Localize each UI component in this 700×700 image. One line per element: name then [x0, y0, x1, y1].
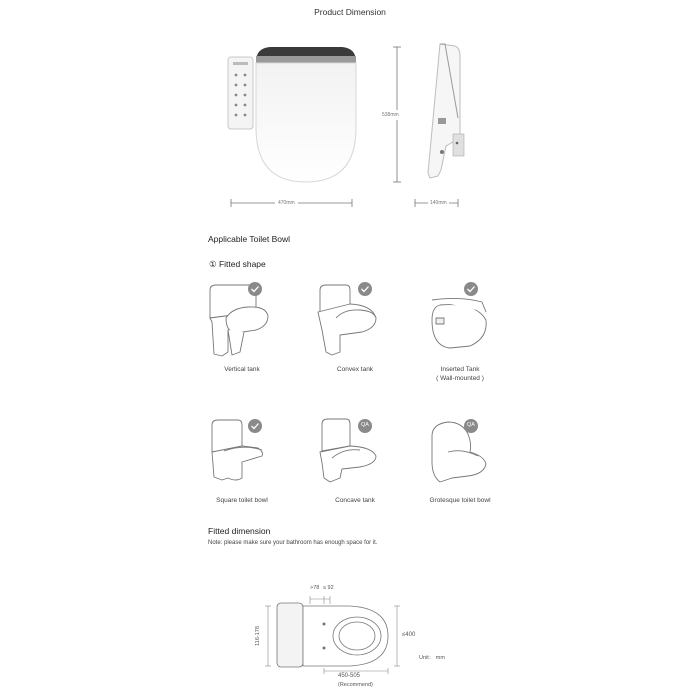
bottom-sub-label: (Recommend) — [338, 682, 373, 688]
top-label-b: ≤ 92 — [323, 585, 334, 591]
fitted-dimension-note: Note: please make sure your bathroom has enough space for it. — [208, 540, 378, 546]
applicable-title: Applicable Toilet Bowl — [208, 234, 291, 244]
qa-badge-label: QA — [361, 422, 369, 428]
right-label: ≤400 — [402, 632, 416, 638]
width-label: 470mm — [275, 200, 298, 206]
depth-label: 140mm — [430, 200, 447, 206]
height-label: 538mm — [382, 112, 399, 118]
caption-wall-mounted: ( Wall-mounted ) — [436, 375, 484, 382]
caption-grotesque-bowl: Grotesque toilet bowl — [429, 497, 491, 504]
qa-badge-label: QA — [467, 422, 475, 428]
caption-inserted-tank: Inserted Tank — [440, 366, 480, 373]
fitted-dimension-title: Fitted dimension — [208, 526, 271, 536]
caption-convex-tank: Convex tank — [336, 366, 374, 373]
fitted-shape-title: ① Fitted shape — [209, 259, 266, 269]
product-dimension-title: Product Dimension — [314, 7, 386, 17]
top-label-a: >78 — [310, 585, 320, 591]
caption-vertical-tank: Vertical tank — [224, 366, 260, 373]
left-label: 116-178 — [255, 626, 261, 646]
caption-concave-tank: Concave tank — [335, 497, 375, 504]
caption-square-bowl: Square toilet bowl — [216, 497, 268, 504]
unit-label: Unit： mm — [419, 655, 445, 661]
bottom-label: 450-505 — [338, 673, 361, 679]
